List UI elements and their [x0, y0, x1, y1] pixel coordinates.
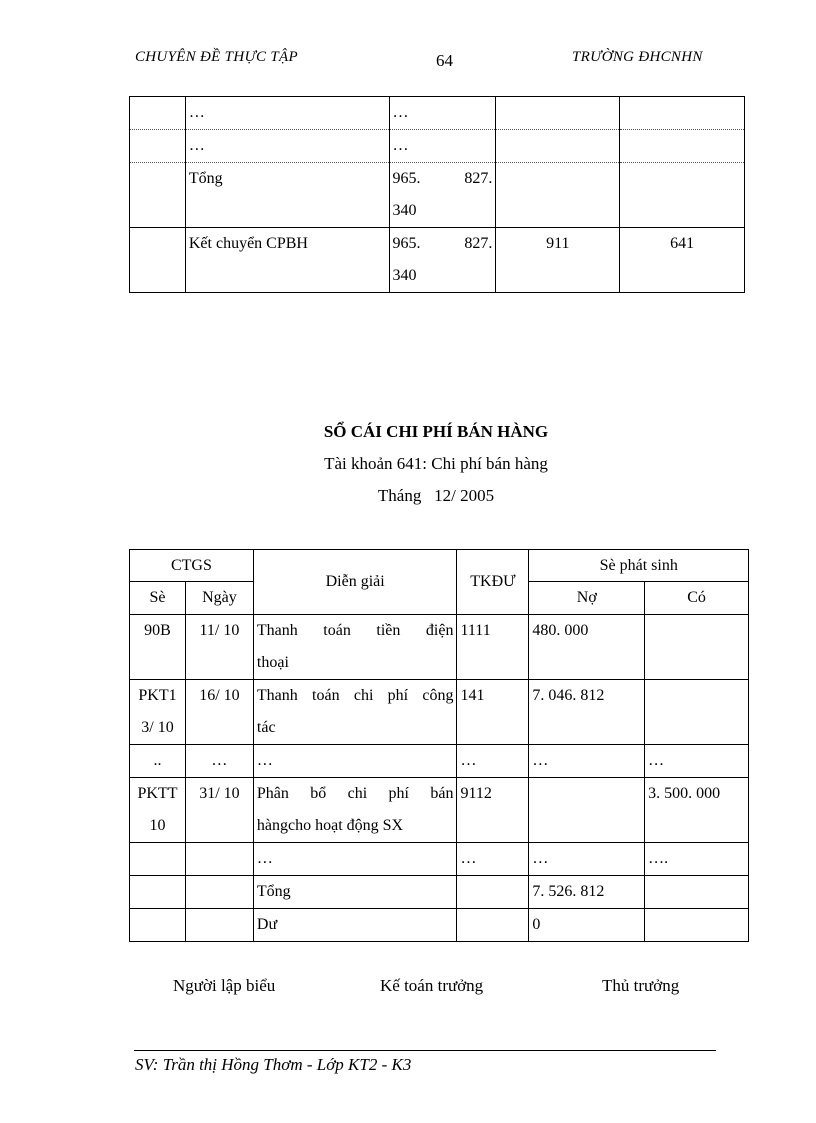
description: [253, 745, 457, 778]
voucher-number-part: PKT1: [138, 687, 177, 704]
credit-amount: [645, 909, 749, 942]
amount-part: 340: [392, 202, 417, 219]
voucher-date: [185, 909, 253, 942]
voucher-date: [185, 876, 253, 909]
table-cell: [620, 130, 745, 163]
description-line: …: [256, 752, 273, 769]
header-co: Có: [645, 582, 749, 615]
description: [253, 680, 457, 745]
voucher-number: [130, 843, 186, 876]
contra-account: [457, 909, 529, 942]
header-no: Nợ: [529, 582, 645, 615]
debit-amount: [529, 778, 645, 843]
description: [253, 778, 457, 843]
contra-account: 9112: [457, 778, 529, 843]
footer-student: SV: Trần thị Hồng Thơm - Lớp KT2 - K3: [135, 1055, 412, 1074]
voucher-date: …: [185, 745, 253, 778]
table-cell: [496, 130, 620, 163]
table-cell: …: [185, 97, 389, 130]
amount-cell: [389, 228, 496, 293]
description-line: tác: [256, 719, 276, 736]
description-line: Dư: [256, 916, 278, 933]
voucher-number: [130, 615, 186, 680]
table-cell: [620, 97, 745, 130]
credit-amount: …: [645, 745, 749, 778]
voucher-number: [130, 909, 186, 942]
description: [253, 876, 457, 909]
header-dien-giai: Diễn giải: [253, 550, 457, 615]
table-row: [130, 745, 749, 778]
table-cell: [130, 163, 186, 228]
ledger-month: Tháng 12/ 2005: [377, 486, 495, 505]
table-row: [130, 876, 749, 909]
voucher-number-part: 10: [149, 817, 166, 834]
signature-preparer: Người lập biểu: [173, 976, 276, 995]
amount-cell: [389, 163, 496, 228]
table-row: [130, 228, 745, 293]
signature-chief-accountant: Kế toán trưởng: [380, 976, 484, 995]
voucher-number: [130, 745, 186, 778]
voucher-number-part: PKTT: [137, 785, 178, 802]
voucher-number-part: 90B: [144, 622, 171, 639]
table-cell: …: [185, 130, 389, 163]
header-row: [130, 550, 749, 582]
ledger-table: [129, 549, 749, 942]
table-row: [130, 615, 749, 680]
table-cell: [496, 163, 620, 228]
table-row: [130, 909, 749, 942]
header-right: TRƯỜNG ĐHCNHN: [572, 49, 703, 65]
description: [253, 615, 457, 680]
description-line: …: [256, 850, 273, 867]
contra-account: …: [457, 843, 529, 876]
voucher-date: 31/ 10: [185, 778, 253, 843]
voucher-number: [130, 680, 186, 745]
voucher-date: 11/ 10: [185, 615, 253, 680]
table-row: [130, 130, 745, 163]
contra-account: …: [457, 745, 529, 778]
description-line: Thanh toán chi phí công: [256, 687, 454, 704]
debit-amount: 480. 000: [529, 615, 645, 680]
credit-amount: [645, 876, 749, 909]
credit-amount: ….: [645, 843, 749, 876]
amount-part: 827.: [464, 235, 493, 252]
page-number: 64: [436, 51, 453, 70]
debit-amount: 7. 046. 812: [529, 680, 645, 745]
table-cell: [620, 163, 745, 228]
contra-account: [457, 876, 529, 909]
description: [253, 843, 457, 876]
credit-amount: [645, 680, 749, 745]
table-row: [130, 97, 745, 130]
credit-account-cell: 641: [620, 228, 745, 293]
table-cell: [130, 228, 186, 293]
voucher-number-part: ..: [153, 752, 162, 769]
header-so: Sè: [130, 582, 186, 615]
header-ctgs: CTGS: [130, 550, 254, 582]
contra-account: 1111: [457, 615, 529, 680]
credit-amount: 3. 500. 000: [645, 778, 749, 843]
table-cell: [130, 97, 186, 130]
description-line: hàngcho hoạt động SX: [256, 817, 404, 834]
table-cell: Kết chuyển CPBH: [185, 228, 389, 293]
voucher-date: [185, 843, 253, 876]
table-cell: [130, 130, 186, 163]
header-ngay: Ngày: [185, 582, 253, 615]
amount-part: 340: [392, 267, 417, 284]
debit-account-cell: 911: [496, 228, 620, 293]
debit-amount: 0: [529, 909, 645, 942]
ledger-account: Tài khoản 641: Chi phí bán hàng: [324, 454, 548, 473]
table-cell: …: [389, 97, 496, 130]
continuation-table: [129, 96, 745, 293]
table-row: [130, 843, 749, 876]
voucher-number: [130, 778, 186, 843]
debit-amount: 7. 526. 812: [529, 876, 645, 909]
table-cell: Tổng: [185, 163, 389, 228]
header-so-phat-sinh: Sè phát sinh: [529, 550, 749, 582]
header-left: CHUYÊN ĐỀ THỰC TẬP: [135, 49, 298, 65]
debit-amount: …: [529, 745, 645, 778]
description-line: thoại: [256, 654, 289, 671]
table-cell: …: [389, 130, 496, 163]
voucher-number-part: 3/ 10: [141, 719, 174, 736]
voucher-number: [130, 876, 186, 909]
description-line: Thanh toán tiền điện: [256, 622, 454, 639]
description-line: Phân bổ chi phí bán: [256, 785, 454, 802]
amount-part: 965.: [392, 235, 421, 252]
voucher-date: 16/ 10: [185, 680, 253, 745]
amount-part: 965.: [392, 170, 421, 187]
ledger-title: SỔ CÁI CHI PHÍ BÁN HÀNG: [323, 422, 549, 441]
footer-divider: [134, 1050, 716, 1051]
signature-director: Thủ trưởng: [602, 976, 680, 995]
table-row: [130, 163, 745, 228]
table-row: [130, 680, 749, 745]
amount-part: 827.: [464, 170, 493, 187]
description-line: Tổng: [256, 883, 291, 900]
contra-account: 141: [457, 680, 529, 745]
credit-amount: [645, 615, 749, 680]
debit-amount: …: [529, 843, 645, 876]
table-cell: [496, 97, 620, 130]
description: [253, 909, 457, 942]
header-tkdu: TKĐƯ: [457, 550, 529, 615]
table-row: [130, 778, 749, 843]
